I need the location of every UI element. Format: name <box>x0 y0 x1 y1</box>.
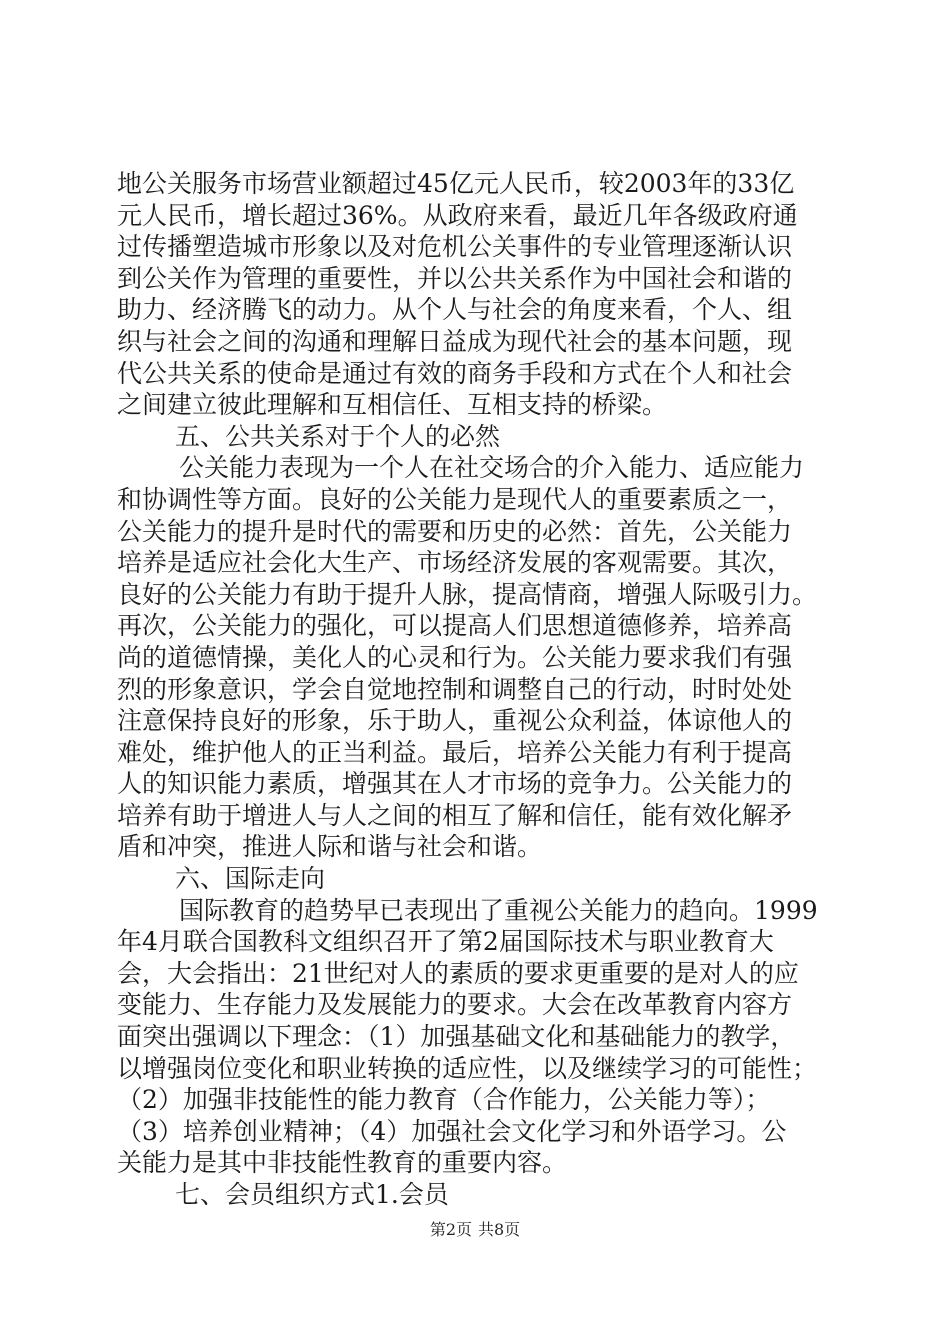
text-line: 关能力是其中非技能性教育的重要内容。 <box>117 1148 568 1178</box>
text-line: 公关能力的提升是时代的需要和历史的必然：首先，公关能力 <box>117 516 793 546</box>
section-heading: 五、公共关系对于个人的必然 <box>175 421 501 451</box>
text-line: （2）加强非技能性的能力教育（合作能力，公关能力等）； <box>117 1085 771 1115</box>
text-line: 人的知识能力素质，增强其在人才市场的竞争力。公关能力的 <box>117 769 793 799</box>
text-line: 和协调性等方面。良好的公关能力是现代人的重要素质之一， <box>117 484 793 514</box>
paragraph-first-line: 国际教育的趋势早已表现出了重视公关能力的趋向。1999 <box>179 895 818 925</box>
text-line: 织与社会之间的沟通和理解日益成为现代社会的基本问题，现 <box>117 326 793 356</box>
text-line: 过传播塑造城市形象以及对危机公关事件的专业管理逐渐认识 <box>117 232 793 262</box>
text-line: 良好的公关能力有助于提升人脉，提高情商，增强人际吸引力。 <box>117 579 818 609</box>
text-line: 助力、经济腾飞的动力。从个人与社会的角度来看，个人、组 <box>117 295 793 325</box>
text-line: （3）培养创业精神；（4）加强社会文化学习和外语学习。公 <box>117 1116 787 1146</box>
text-line: 培养有助于增进人与人之间的相互了解和信任，能有效化解矛 <box>117 800 793 830</box>
page-number: 第2页 <box>429 1220 472 1239</box>
text-line: 以增强岗位变化和职业转换的适应性，以及继续学习的可能性； <box>117 1053 818 1083</box>
text-line: 再次，公关能力的强化，可以提高人们思想道德修养，培养高 <box>117 611 793 641</box>
text-line: 注意保持良好的形象，乐于助人，重视公众利益，体谅他人的 <box>117 706 793 736</box>
text-line: 烈的形象意识，学会自觉地控制和调整自己的行动，时时处处 <box>117 674 793 704</box>
text-line: 之间建立彼此理解和互相信任、互相支持的桥梁。 <box>117 390 668 420</box>
page-footer <box>0 1219 950 1241</box>
text-line: 元人民币，增长超过36%。从政府来看，最近几年各级政府通 <box>117 200 798 230</box>
text-line: 年4月联合国教科文组织召开了第2届国际技术与职业教育大 <box>117 927 774 957</box>
text-line: 盾和冲突，推进人际和谐与社会和谐。 <box>117 832 543 862</box>
text-line: 代公共关系的使命是通过有效的商务手段和方式在个人和社会 <box>117 358 793 388</box>
text-line: 地公关服务市场营业额超过45亿元人民币，较2003年的33亿 <box>117 169 795 198</box>
text-line: 尚的道德情操，美化人的心灵和行为。公关能力要求我们有强 <box>117 642 793 672</box>
text-line: 培养是适应社会化大生产、市场经济发展的客观需要。其次， <box>117 548 793 578</box>
text-line: 面突出强调以下理念：（1）加强基础文化和基础能力的教学， <box>117 1022 796 1052</box>
text-line: 到公关作为管理的重要性，并以公共关系作为中国社会和谐的 <box>117 263 793 293</box>
text-line: 变能力、生存能力及发展能力的要求。大会在改革教育内容方 <box>117 990 793 1020</box>
paragraph-first-line: 公关能力表现为一个人在社交场合的介入能力、适应能力 <box>179 453 805 483</box>
text-line: 难处，维护他人的正当利益。最后，培养公关能力有利于提高 <box>117 737 793 767</box>
section-heading: 六、国际走向 <box>175 864 326 894</box>
text-line: 会，大会指出：21世纪对人的素质的要求更重要的是对人的应 <box>117 958 799 988</box>
page-total: 共8页 <box>478 1220 521 1239</box>
section-heading: 七、会员组织方式1.会员 <box>175 1180 449 1209</box>
document-body <box>117 168 837 1211</box>
